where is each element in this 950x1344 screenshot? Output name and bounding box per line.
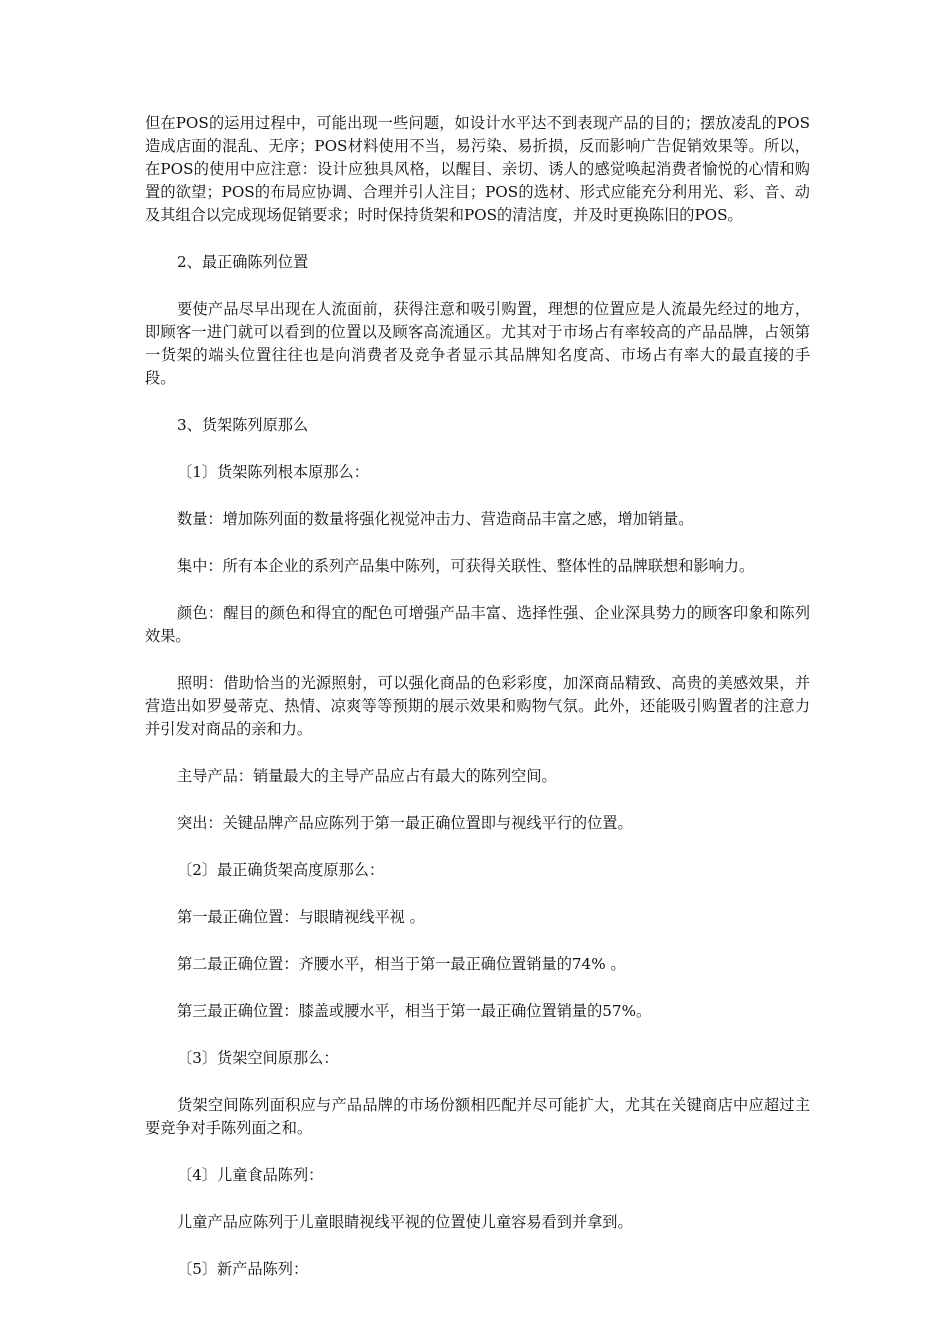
paragraph-best-position: 要使产品尽早出现在人流面前，获得注意和吸引购置，理想的位置应是人流最先经过的地方，即顾客一进门就可以看到的位置以及顾客高流通区。尤其对于市场占有率较高的产品品牌，占领第一货架的端头位置往往也是向消费者及竞争者显示其品牌知名度高、市场占有率大的最直接的手段。	[145, 300, 810, 387]
paragraph-children-food: 儿童产品应陈列于儿童眼睛视线平视的位置使儿童容易看到并拿到。	[177, 1213, 633, 1231]
paragraph-pos-usage: 但在POS的运用过程中，可能出现一些问题，如设计水平达不到表现产品的目的；摆放凌乱的POS造成店面的混乱、无序；POS材料使用不当，易污染、易折损，反而影响广告促销效果等。所以，在POS的使用中应注意：设计应独具风格，以醒目、亲切、诱人的感觉唤起消费者愉悦的心情和购置的欲望；POS的布局应协调、合理并引人注目；POS的选材、形式应能充分利用光、彩、音、动及其组合以完成现场促销要求；时时保持货架和POS的清洁度，并及时更换陈旧的POS。	[145, 114, 810, 224]
paragraph-leading-product: 主导产品：销量最大的主导产品应占有最大的陈列空间。	[177, 767, 557, 785]
paragraph-first-position: 第一最正确位置：与眼睛视线平视 。	[177, 908, 425, 926]
subheading-children-food: 〔4〕儿童食品陈列：	[177, 1166, 324, 1184]
paragraph-shelf-space: 货架空间陈列面积应与产品品牌的市场份额相匹配并尽可能扩大，尤其在关键商店中应超过主要竞争对手陈列面之和。	[145, 1096, 810, 1137]
subheading-shelf-space: 〔3〕货架空间原那么：	[177, 1049, 339, 1067]
document-body	[145, 112, 810, 1281]
paragraph-second-position: 第二最正确位置：齐腰水平，相当于第一最正确位置销量的74% 。	[177, 955, 626, 973]
heading-best-position: 2、最正确陈列位置	[177, 253, 309, 271]
paragraph-lighting: 照明：借助恰当的光源照射，可以强化商品的色彩彩度，加深商品精致、高贵的美感效果，并营造出如罗曼蒂克、热情、凉爽等等预期的展示效果和购物气氛。此外，还能吸引购置者的注意力并引发对商品的亲和力。	[145, 674, 810, 738]
paragraph-color: 颜色：醒目的颜色和得宜的配色可增强产品丰富、选择性强、企业深具势力的顾客印象和陈列效果。	[145, 604, 810, 645]
subheading-new-product: 〔5〕新产品陈列：	[177, 1260, 309, 1278]
paragraph-concentration: 集中：所有本企业的系列产品集中陈列，可获得关联性、整体性的品牌联想和影响力。	[177, 557, 755, 575]
subheading-basic-principles: 〔1〕货架陈列根本原那么：	[177, 463, 369, 481]
heading-shelf-principles: 3、货架陈列原那么	[177, 416, 309, 434]
paragraph-highlight: 突出：关键品牌产品应陈列于第一最正确位置即与视线平行的位置。	[177, 814, 633, 832]
subheading-shelf-height: 〔2〕最正确货架高度原那么：	[177, 861, 385, 879]
paragraph-third-position: 第三最正确位置：膝盖或腰水平，相当于第一最正确位置销量的57%。	[177, 1002, 652, 1020]
paragraph-quantity: 数量：增加陈列面的数量将强化视觉冲击力、营造商品丰富之感，增加销量。	[177, 510, 694, 528]
